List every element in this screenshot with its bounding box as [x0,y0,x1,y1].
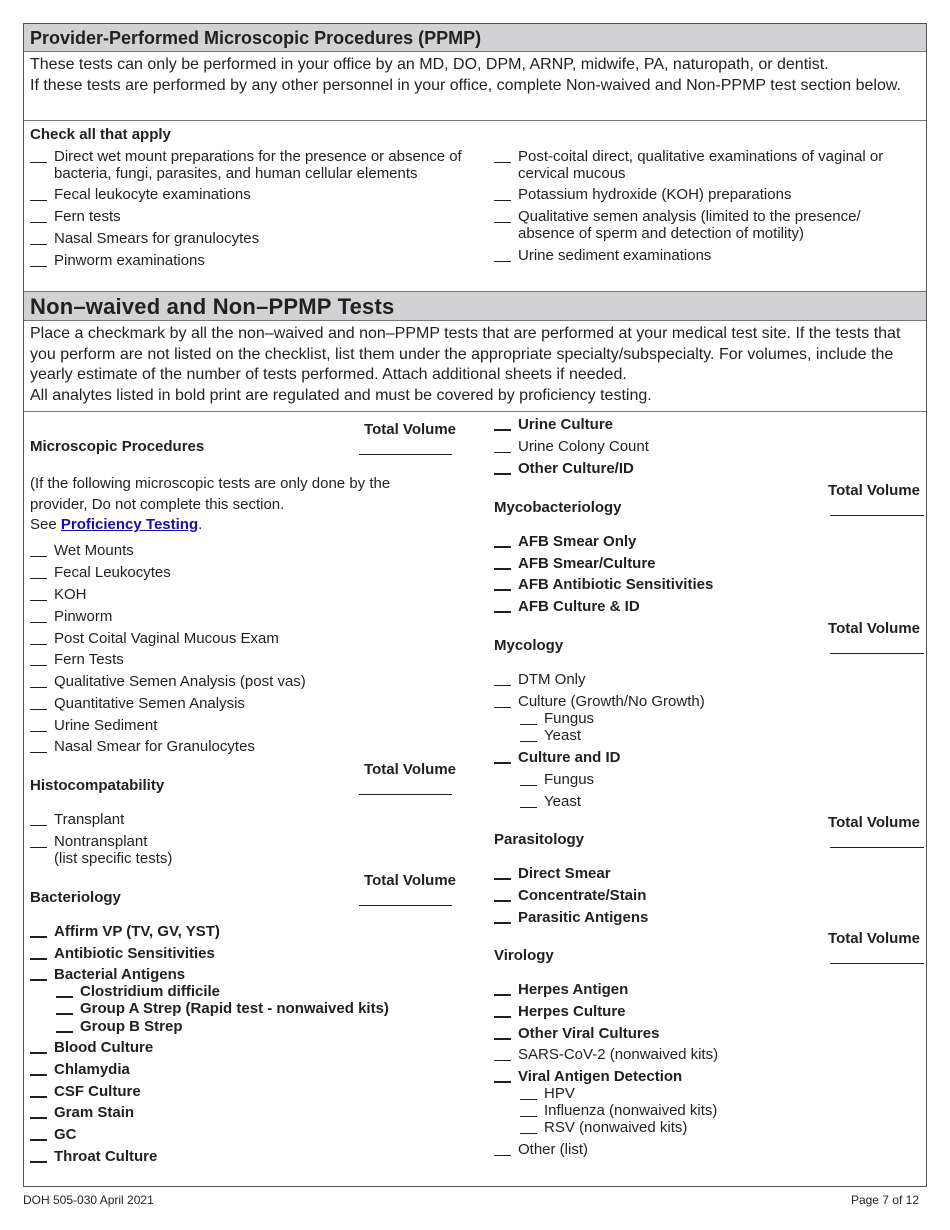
ppmp-intro-line2: If these tests are performed by any other personnel in your office, complete Non-waived and Non-PPMP test section below. [30,76,901,94]
proficiency-testing-link[interactable]: Proficiency Testing [60,516,199,533]
list-item[interactable]: Affirm VP (TV, GV, YST) [54,923,220,940]
total-volume-blank[interactable] [359,905,452,906]
total-volume-blank[interactable] [830,963,924,964]
list-item[interactable]: Other (list) [518,1141,589,1158]
list-item[interactable]: AFB Smear/Culture [518,555,656,572]
list-item[interactable]: AFB Smear Only [518,533,637,550]
list-sub-item[interactable]: Fungus [544,710,595,727]
ppmp-item-wet-mount[interactable]: Direct wet mount preparations for the presence or absence of bacteria, fungi, parasites, and human cellular elements [54,148,462,182]
histo-title: Histocompatability [30,777,165,794]
microscopic-note-line1: (If the following microscopic tests are only done by the [30,475,391,492]
list-item[interactable]: AFB Culture & ID [518,598,640,615]
total-volume-blank[interactable] [830,847,924,848]
list-item[interactable]: Wet Mounts [54,542,134,559]
list-item[interactable]: Viral Antigen Detection [518,1068,683,1085]
total-volume-label: Total Volume [828,620,920,637]
ppmp-section-header: Provider-Performed Microscopic Procedures (PPMP) [24,24,926,52]
list-item[interactable]: Direct Smear [518,865,611,882]
mycology-title: Mycology [494,637,564,654]
list-sub-item[interactable]: Yeast [544,793,581,810]
list-item[interactable]: CSF Culture [54,1083,141,1100]
total-volume-blank[interactable] [830,515,924,516]
total-volume-label: Total Volume [828,482,920,499]
list-item[interactable]: SARS-CoV-2 (nonwaived kits) [518,1046,719,1063]
list-item[interactable]: Antibiotic Sensitivities [54,945,215,962]
list-sub-item[interactable]: Clostridium difficile [80,983,221,1000]
check-all-label: Check all that apply [30,126,171,143]
list-sub-item[interactable]: HPV [544,1085,575,1102]
list-item[interactable]: Culture (Growth/No Growth) [518,693,705,710]
mycobacteriology-title: Mycobacteriology [494,499,622,516]
list-sub-item[interactable]: Influenza (nonwaived kits) [544,1102,718,1119]
total-volume-label: Total Volume [828,814,920,831]
ppmp-item-pinworm[interactable]: Pinworm examinations [54,252,205,269]
total-volume-label: Total Volume [364,421,456,438]
list-item[interactable]: Gram Stain [54,1104,135,1121]
list-item[interactable]: Fern Tests [54,651,124,668]
list-item[interactable]: Concentrate/Stain [518,887,647,904]
ppmp-item-nasal[interactable]: Nasal Smears for granulocytes [54,230,260,247]
list-item[interactable]: DTM Only [518,671,586,688]
list-item[interactable]: Bacterial Antigens [54,966,186,983]
list-item[interactable]: Urine Sediment [54,717,158,734]
list-item[interactable]: Culture and ID [518,749,621,766]
list-item[interactable]: Pinworm [54,608,113,625]
list-item[interactable]: Herpes Antigen [518,981,629,998]
list-sub-item[interactable]: Fungus [544,771,595,788]
total-volume-label: Total Volume [364,761,456,778]
total-volume-label: Total Volume [828,930,920,947]
ppmp-intro-line1: These tests can only be performed in your office by an MD, DO, DPM, ARNP, midwife, PA, naturopath, or dentist. [30,56,829,73]
list-item[interactable]: Blood Culture [54,1039,154,1056]
list-item-note: (list specific tests) [54,850,173,867]
divider [24,120,926,121]
nonwaived-section-header: Non–waived and Non–PPMP Tests [24,291,926,321]
ppmp-item-postcoital[interactable]: Post-coital direct, qualitative examinations of vaginal or cervical mucous [518,148,884,182]
list-item[interactable]: Other Viral Cultures [518,1025,660,1042]
list-item[interactable]: Post Coital Vaginal Mucous Exam [54,630,279,647]
list-item[interactable]: Quantitative Semen Analysis [54,695,245,712]
list-item[interactable]: Parasitic Antigens [518,909,649,926]
microscopic-note-line2: provider, Do not complete this section. [30,495,285,513]
list-item[interactable]: Throat Culture [54,1148,158,1165]
total-volume-blank[interactable] [830,653,924,654]
list-item[interactable]: Herpes Culture [518,1003,626,1020]
list-item[interactable]: KOH [54,586,87,603]
list-item[interactable]: Transplant [54,811,125,828]
virology-title: Virology [494,947,554,964]
form-frame [23,23,927,1187]
microscopic-title: Microscopic Procedures [30,438,205,455]
nonwaived-intro: Place a checkmark by all the non–waived and non–PPMP tests that are performed at your medical test site. If the tests that you perform are not listed on the checklist, list them under the appropriate specialty/subspecialty. For volumes, include the yearly estimate of the number of tests performed. Attach additional sheets if needed. [30,325,901,383]
list-sub-item[interactable]: Group B Strep [80,1018,183,1035]
divider [24,411,926,412]
ppmp-item-semen[interactable]: Qualitative semen analysis (limited to the presence/ absence of sperm and detection of motility) [518,208,861,242]
list-sub-item[interactable]: Group A Strep (Rapid test - nonwaived kits) [80,1000,389,1017]
list-item[interactable]: Urine Colony Count [518,438,649,455]
list-item[interactable]: Fecal Leukocytes [54,564,171,581]
list-item[interactable]: Nontransplant [54,833,148,850]
microscopic-note-see: See Proficiency Testing. [30,516,203,533]
list-item[interactable]: Other Culture/ID [518,460,634,477]
list-item[interactable]: Chlamydia [54,1061,130,1078]
parasitology-title: Parasitology [494,831,585,848]
list-item[interactable]: Urine Culture [518,416,614,433]
list-item[interactable]: AFB Antibiotic Sensitivities [518,576,714,593]
total-volume-blank[interactable] [359,454,452,455]
total-volume-blank[interactable] [359,794,452,795]
ppmp-item-fern[interactable]: Fern tests [54,208,121,225]
bacteriology-title: Bacteriology [30,889,121,906]
ppmp-item-urine[interactable]: Urine sediment examinations [518,247,712,264]
ppmp-item-koh[interactable]: Potassium hydroxide (KOH) preparations [518,186,792,203]
total-volume-label: Total Volume [364,872,456,889]
nonwaived-intro-line2: All analytes listed in bold print are regulated and must be covered by proficiency testing. [30,386,652,404]
list-sub-item[interactable]: Yeast [544,727,581,744]
form-id: DOH 505-030 April 2021 [23,1193,154,1207]
list-sub-item[interactable]: RSV (nonwaived kits) [544,1119,688,1136]
page-number: Page 7 of 12 [850,1193,919,1207]
list-item[interactable]: Nasal Smear for Granulocytes [54,738,255,755]
list-item[interactable]: GC [54,1126,77,1143]
ppmp-item-fecal[interactable]: Fecal leukocyte examinations [54,186,251,203]
list-item[interactable]: Qualitative Semen Analysis (post vas) [54,673,306,690]
